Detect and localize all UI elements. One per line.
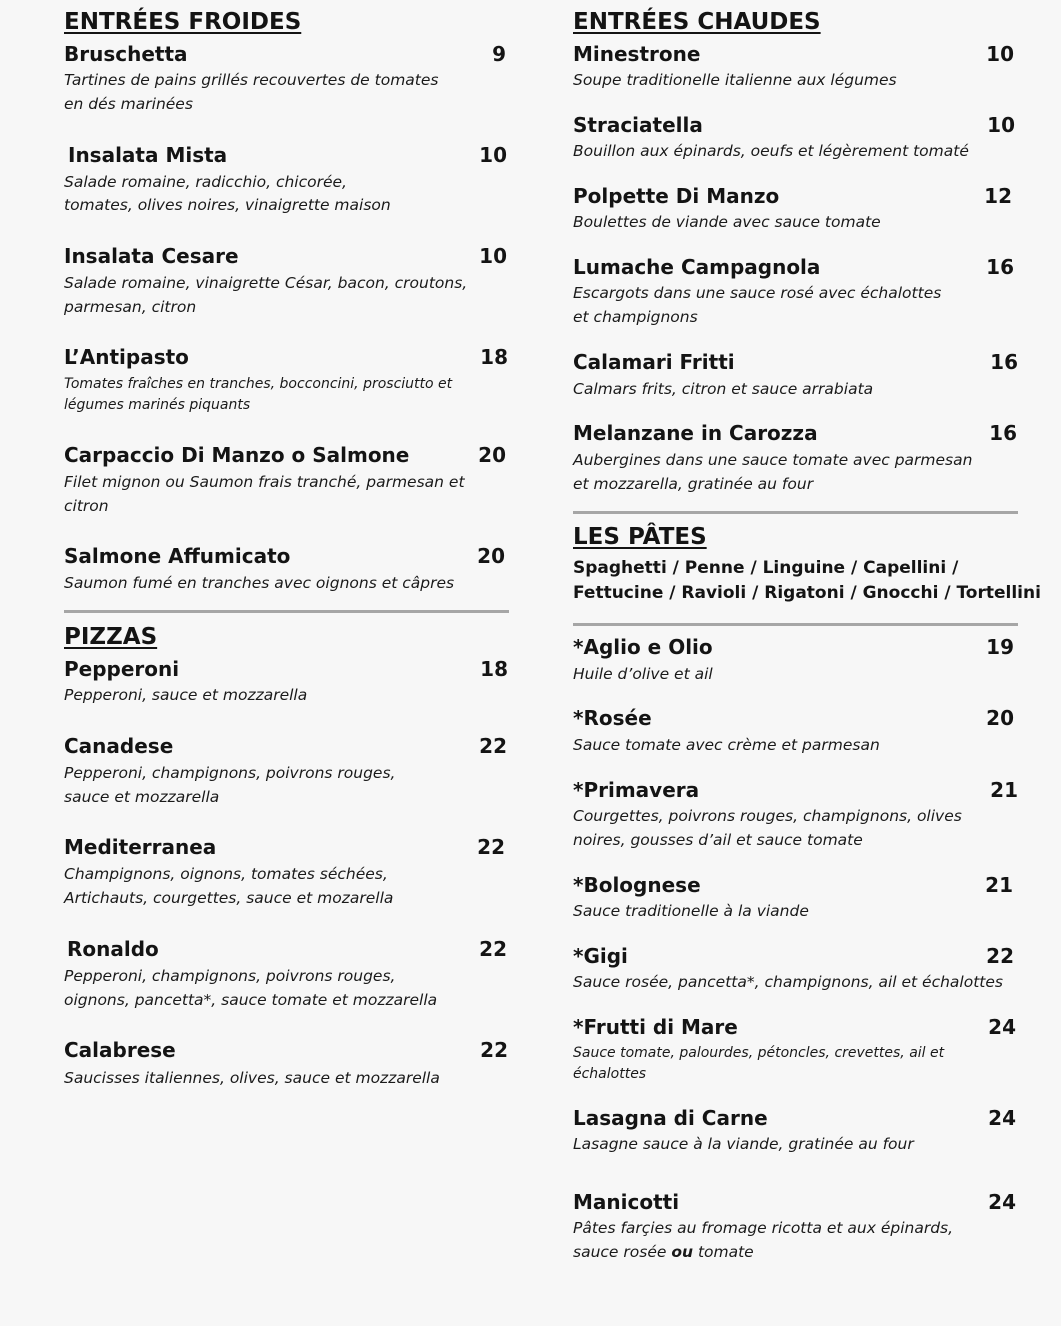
menu-item-price: 24 xyxy=(988,1190,1016,1214)
menu-item-price: 16 xyxy=(986,255,1014,279)
menu-item-name: Canadese xyxy=(64,734,174,758)
menu-item-price: 10 xyxy=(479,143,507,167)
menu-item-price: 20 xyxy=(478,443,506,467)
menu-item-description: Boulettes de viande avec sauce tomate xyxy=(573,213,881,231)
menu-item-description: tomates, olives noires, vinaigrette maison xyxy=(64,196,391,214)
menu-item-description: Courgettes, poivrons rouges, champignons, olives xyxy=(573,807,962,825)
section-title-les-pates: LES PÂTES xyxy=(573,524,707,550)
menu-item-name: Mediterranea xyxy=(64,835,217,859)
menu-item-price: 24 xyxy=(988,1015,1016,1039)
desc-text: sauce rosée xyxy=(573,1243,672,1261)
menu-item-description: Calmars frits, citron et sauce arrabiata xyxy=(573,380,874,398)
menu-item-name: Lumache Campagnola xyxy=(573,255,821,279)
menu-item-description: Sauce traditionelle à la viande xyxy=(573,902,809,920)
section-divider xyxy=(573,511,1018,514)
menu-item-description: Sauce rosée, pancetta*, champignons, ail et échalottes xyxy=(573,973,1003,991)
menu-item-description: Pepperoni, champignons, poivrons rouges, xyxy=(64,967,396,985)
menu-item-price: 22 xyxy=(477,835,505,859)
menu-item-description: Aubergines dans une sauce tomate avec parmesan xyxy=(573,451,973,469)
menu-item-description: en dés marinées xyxy=(64,95,193,113)
section-title-entrees-chaudes: ENTRÉES CHAUDES xyxy=(573,9,821,35)
menu-item-name: *Gigi xyxy=(573,944,628,968)
menu-item-price: 16 xyxy=(989,421,1017,445)
menu-item-description: Saucisses italiennes, olives, sauce et mozzarella xyxy=(64,1069,440,1087)
menu-item-name: Calabrese xyxy=(64,1038,176,1062)
menu-item-description: Huile d’olive et ail xyxy=(573,665,713,683)
menu-item-description: sauce et mozzarella xyxy=(64,788,220,806)
menu-item-description: citron xyxy=(64,497,109,515)
menu-item-description: Pepperoni, champignons, poivrons rouges, xyxy=(64,764,396,782)
menu-item-description: et mozzarella, gratinée au four xyxy=(573,475,814,493)
pasta-types: Fettucine / Ravioli / Rigatoni / Gnocchi / Tortellini xyxy=(573,583,1041,603)
menu-item-description: noires, gousses d’ail et sauce tomate xyxy=(573,831,863,849)
menu-item-description: Escargots dans une sauce rosé avec échalottes xyxy=(573,284,942,302)
menu-item-price: 19 xyxy=(986,635,1014,659)
menu-item-name: *Frutti di Mare xyxy=(573,1015,738,1039)
menu-item-description: Sauce tomate, palourdes, pétoncles, crevettes, ail et xyxy=(573,1045,945,1061)
menu-item-name: Melanzane in Carozza xyxy=(573,421,818,445)
menu-item-name: *Primavera xyxy=(573,778,700,802)
menu-item-price: 18 xyxy=(480,345,508,369)
menu-item-price: 18 xyxy=(480,657,508,681)
menu-item-description: Sauce tomate avec crème et parmesan xyxy=(573,736,880,754)
menu-item-name: Polpette Di Manzo xyxy=(573,184,780,208)
section-divider xyxy=(64,610,509,613)
menu-item-description: Artichauts, courgettes, sauce et mozarella xyxy=(64,889,394,907)
menu-item-name: Pepperoni xyxy=(64,657,180,681)
menu-item-name: *Bolognese xyxy=(573,873,701,897)
menu-item-description: Lasagne sauce à la viande, gratinée au four xyxy=(573,1135,914,1153)
menu-item-price: 10 xyxy=(987,113,1015,137)
menu-item-price: 24 xyxy=(988,1106,1016,1130)
menu-item-description: Salade romaine, vinaigrette César, bacon, croutons, xyxy=(64,274,468,292)
menu-item-description: Soupe traditionelle italienne aux légumes xyxy=(573,71,897,89)
menu-item-price: 22 xyxy=(479,937,507,961)
desc-text: tomate xyxy=(693,1243,754,1261)
menu-item-description: oignons, pancetta*, sauce tomate et mozzarella xyxy=(64,991,438,1009)
desc-emphasis: ou xyxy=(671,1243,694,1261)
menu-item-name: Bruschetta xyxy=(64,42,188,66)
menu-item-name: Insalata Mista xyxy=(68,143,228,167)
menu-item-description: Bouillon aux épinards, oeufs et légèrement tomaté xyxy=(573,142,969,160)
section-title-pizzas: PIZZAS xyxy=(64,624,158,650)
menu-item-price: 21 xyxy=(985,873,1013,897)
menu-item-description: Salade romaine, radicchio, chicorée, xyxy=(64,173,347,191)
menu-item-price: 22 xyxy=(986,944,1014,968)
menu-item-description: Tartines de pains grillés recouvertes de tomates xyxy=(64,71,439,89)
menu-item-name: Insalata Cesare xyxy=(64,244,239,268)
menu-item-description: Champignons, oignons, tomates séchées, xyxy=(64,865,388,883)
menu-item-description: parmesan, citron xyxy=(64,298,197,316)
menu-item-description: Pâtes farçies au fromage ricotta et aux épinards, xyxy=(573,1219,954,1237)
menu-item-price: 16 xyxy=(990,350,1018,374)
menu-item-description: légumes marinés piquants xyxy=(64,397,251,413)
menu-item-name: Calamari Fritti xyxy=(573,350,735,374)
menu-item-description: Filet mignon ou Saumon frais tranché, parmesan et xyxy=(64,473,465,491)
menu-item-price: 21 xyxy=(990,778,1018,802)
menu-item-description: Tomates fraîches en tranches, bocconcini, prosciutto et xyxy=(64,376,453,392)
menu-item-name: Manicotti xyxy=(573,1190,680,1214)
menu-item-price: 10 xyxy=(986,42,1014,66)
menu-item-name: Carpaccio Di Manzo o Salmone xyxy=(64,443,410,467)
menu-item-name: Lasagna di Carne xyxy=(573,1106,768,1130)
menu-item-price: 20 xyxy=(477,544,505,568)
menu-item-price: 10 xyxy=(479,244,507,268)
menu-item-price: 20 xyxy=(986,706,1014,730)
menu-item-name: L’Antipasto xyxy=(64,345,189,369)
menu-item-name: Ronaldo xyxy=(67,937,159,961)
menu-item-price: 22 xyxy=(479,734,507,758)
menu-item-name: *Rosée xyxy=(573,706,652,730)
menu-item-name: Minestrone xyxy=(573,42,701,66)
section-divider xyxy=(573,623,1018,626)
menu-item-name: Straciatella xyxy=(573,113,703,137)
menu-item-description: échalottes xyxy=(573,1066,647,1082)
menu-item-price: 9 xyxy=(492,42,506,66)
menu-item-price: 22 xyxy=(480,1038,508,1062)
menu-item-price: 12 xyxy=(984,184,1012,208)
menu-item-description xyxy=(573,1240,754,1264)
menu-item-name: Salmone Affumicato xyxy=(64,544,291,568)
section-title-entrees-froides: ENTRÉES FROIDES xyxy=(64,9,302,35)
menu-item-name: *Aglio e Olio xyxy=(573,635,713,659)
menu-item-description: Pepperoni, sauce et mozzarella xyxy=(64,686,308,704)
pasta-types: Spaghetti / Penne / Linguine / Capellini / xyxy=(573,558,959,578)
menu-item-description: et champignons xyxy=(573,308,698,326)
menu-item-description: Saumon fumé en tranches avec oignons et câpres xyxy=(64,574,455,592)
